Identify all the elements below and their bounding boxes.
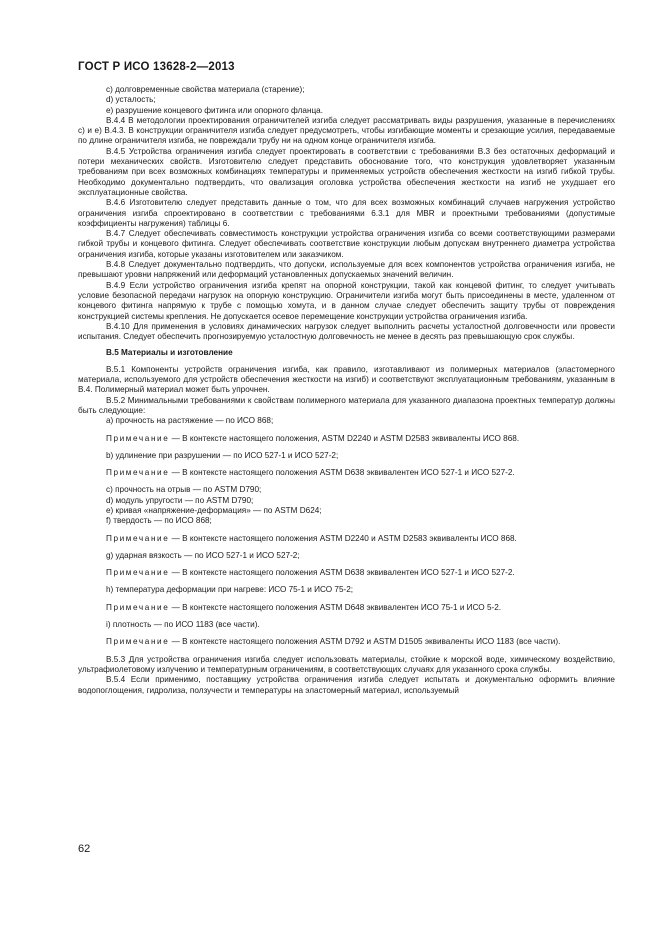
list-item-g2: g) ударная вязкость — по ИСО 527-1 и ИСО 527-2;: [106, 550, 300, 560]
note-b: [78, 468, 615, 478]
note-text: — В контексте настоящего положения ASTM D792 и ASTM D1505 эквиваленты ИСО 1183 (все части).: [169, 637, 561, 647]
list-item-e: e) разрушение концевого фитинга или опорного фланца.: [106, 105, 323, 115]
list-item-b: b) удлинение при разрушении — по ИСО 527-1 и ИСО 527-2;: [106, 450, 339, 460]
note-f: [78, 534, 615, 544]
section-heading-b5: B.5 Материалы и изготовление: [106, 348, 233, 358]
list-item-i2: i) плотность — по ИСО 1183 (все части).: [106, 620, 260, 630]
paragraph-b53: B.5.3 Для устройства ограничения изгиба следует использовать материалы, стойкие к морской воде, химическому воздействию, ультрафиолетовому излучению и температурным ограничениям, в соответствующих случаях для указанного срока службы.: [78, 654, 615, 674]
paragraph-b47: B.4.7 Следует обеспечивать совместимость конструкции устройства ограничения изгиба со всеми соответствующими размерами гибкой трубы и концевого фитинга. Следует обеспечивать соответствие конструкции любым допускам внутреннего диаметра устройства ограничения изгиба, которые указаны изготовителем или заказчиком.: [78, 229, 615, 259]
list-item-d: d) усталость;: [106, 95, 156, 105]
paragraph-b44: B.4.4 В методологии проектирования ограничителей изгиба следует рассматривать виды разрушения, указанные в перечислениях c) и e) B.4.3. В конструкции ограничителя изгиба следует предусмотреть, чтобы изгибающие моменты и срезающие усилия, передаваемые по длине ограничителя изгиба, не повреждали трубу ни на одном конце ограничителя изгиба.: [78, 115, 615, 146]
paragraph-b48: B.4.8 Следует документально подтвердить, что допуски, используемые для всех компонентов устройства ограничения изгиба, не превышают уровни напряжений или деформаций установленных допускаемых значений величин.: [78, 260, 615, 280]
paragraph-b51: B.5.1 Компоненты устройств ограничения изгиба, как правило, изготавливают из полимерных материалов (эластомерного материала, используемого для устройств обеспечения жесткости на изгиб) и соответствуют эксплуатационным требованиям, указанным в B.4. Полимерный материал может быть упрочнен.: [78, 364, 615, 395]
list-item-h2: h) температура деформации при нагреве: ИСО 75-1 и ИСО 75-2;: [106, 585, 354, 595]
note-label: Примечание: [106, 468, 170, 478]
note-label: Примечание: [106, 602, 170, 612]
page-number: 62: [78, 843, 91, 855]
list-item-e2: e) кривая «напряжение-деформация» — по ASTM D624;: [106, 505, 322, 515]
list-item-c: c) долговременные свойства материала (старение);: [106, 85, 305, 94]
note-text: — В контексте настоящего положения ASTM D638 эквивалентен ИСО 527-1 и ИСО 527-2.: [169, 568, 515, 578]
note-text: — В контексте настоящего положения, ASTM D2240 и ASTM D2583 эквиваленты ИСО 868.: [169, 433, 520, 443]
note-text: — В контексте настоящего положения ASTM D2240 и ASTM D2583 эквиваленты ИСО 868.: [169, 533, 517, 543]
list-item-f2: f) твердость — по ИСО 868;: [106, 516, 212, 526]
note-label: Примечание: [106, 637, 170, 647]
note-g: [78, 568, 615, 578]
note-label: Примечание: [106, 568, 170, 578]
document-header: ГОСТ Р ИСО 13628-2—2013: [78, 61, 235, 73]
paragraph-b45: B.4.5 Устройства ограничения изгиба следует проектировать в соответствии с требованиями B.3 без остаточных деформаций и потери механических свойств. Изготовителю следует представить обоснование того, что конструкция удовлетворяет указанным требованиям при всех возможных комбинациях температуры и применяемых устройств обеспечения жесткости на изгиб гибкой трубы. Необходимо документально подтвердить, что овализация оголовка устройства обеспечения жесткости на изгиб не ухудшает его эксплуатационные свойства.: [78, 146, 615, 197]
note-i: [78, 637, 615, 647]
paragraph-b54: B.5.4 Если применимо, поставщику устройства ограничения изгиба следует испытать и документально оформить влияние водопоглощения, гидролиза, ползучести и температуры на эластомерный материал, используемый: [78, 675, 615, 695]
note-label: Примечание: [106, 433, 170, 443]
paragraph-b49: B.4.9 Если устройство ограничения изгиба крепят на опорной конструкции, такой как концевой фитинг, то следует учитывать условие безопасной передачи нагрузок на опорную конструкцию. Ограничители изгиба могут быть присоединены в месте, удаленном от концевого фитинга напрямую к трубе с помощью хомута, и в данном случае следует обеспечить защиту трубы от повреждения конструкцией системы крепления. Не допускается осевое перемещение конструкции устройства ограничения изгиба.: [78, 280, 615, 321]
note-a: [78, 434, 615, 444]
note-text: — В контексте настоящего положения ASTM D648 эквивалентен ИСО 75-1 и ИСО 5-2.: [169, 602, 502, 612]
list-item-c2: c) прочность на отрыв — по ASTM D790;: [106, 485, 262, 495]
list-item-a: a) прочность на растяжение — по ИСО 868;: [106, 416, 274, 426]
list-item-d2: d) модуль упругости — по ASTM D790;: [106, 495, 254, 505]
paragraph-b46: B.4.6 Изготовителю следует представить данные о том, что для всех возможных комбинаций случаев нагружения устройство ограничения изгиба спроектировано в соответствии с требованиями 6.3.1 для MBR и проектными требованиями (допустимые коэффициенты нагружения) таблицы 6.: [78, 198, 615, 228]
page-content: [78, 85, 615, 696]
note-h: [78, 603, 615, 613]
paragraph-b52: B.5.2 Минимальными требованиями к свойствам полимерного материала для указанного диапазона проектных температур должны быть следующие:: [78, 395, 615, 415]
note-label: Примечание: [106, 533, 170, 543]
note-text: — В контексте настоящего положения ASTM D638 эквивалентен ИСО 527-1 и ИСО 527-2.: [169, 468, 515, 478]
paragraph-b410: B.4.10 Для применения в условиях динамических нагрузок следует выполнить расчеты усталостной долговечности или провести испытания. Следует обеспечить прогнозируемую усталостную долговечность не менее в десять раз превышающую срок службы.: [78, 321, 615, 342]
